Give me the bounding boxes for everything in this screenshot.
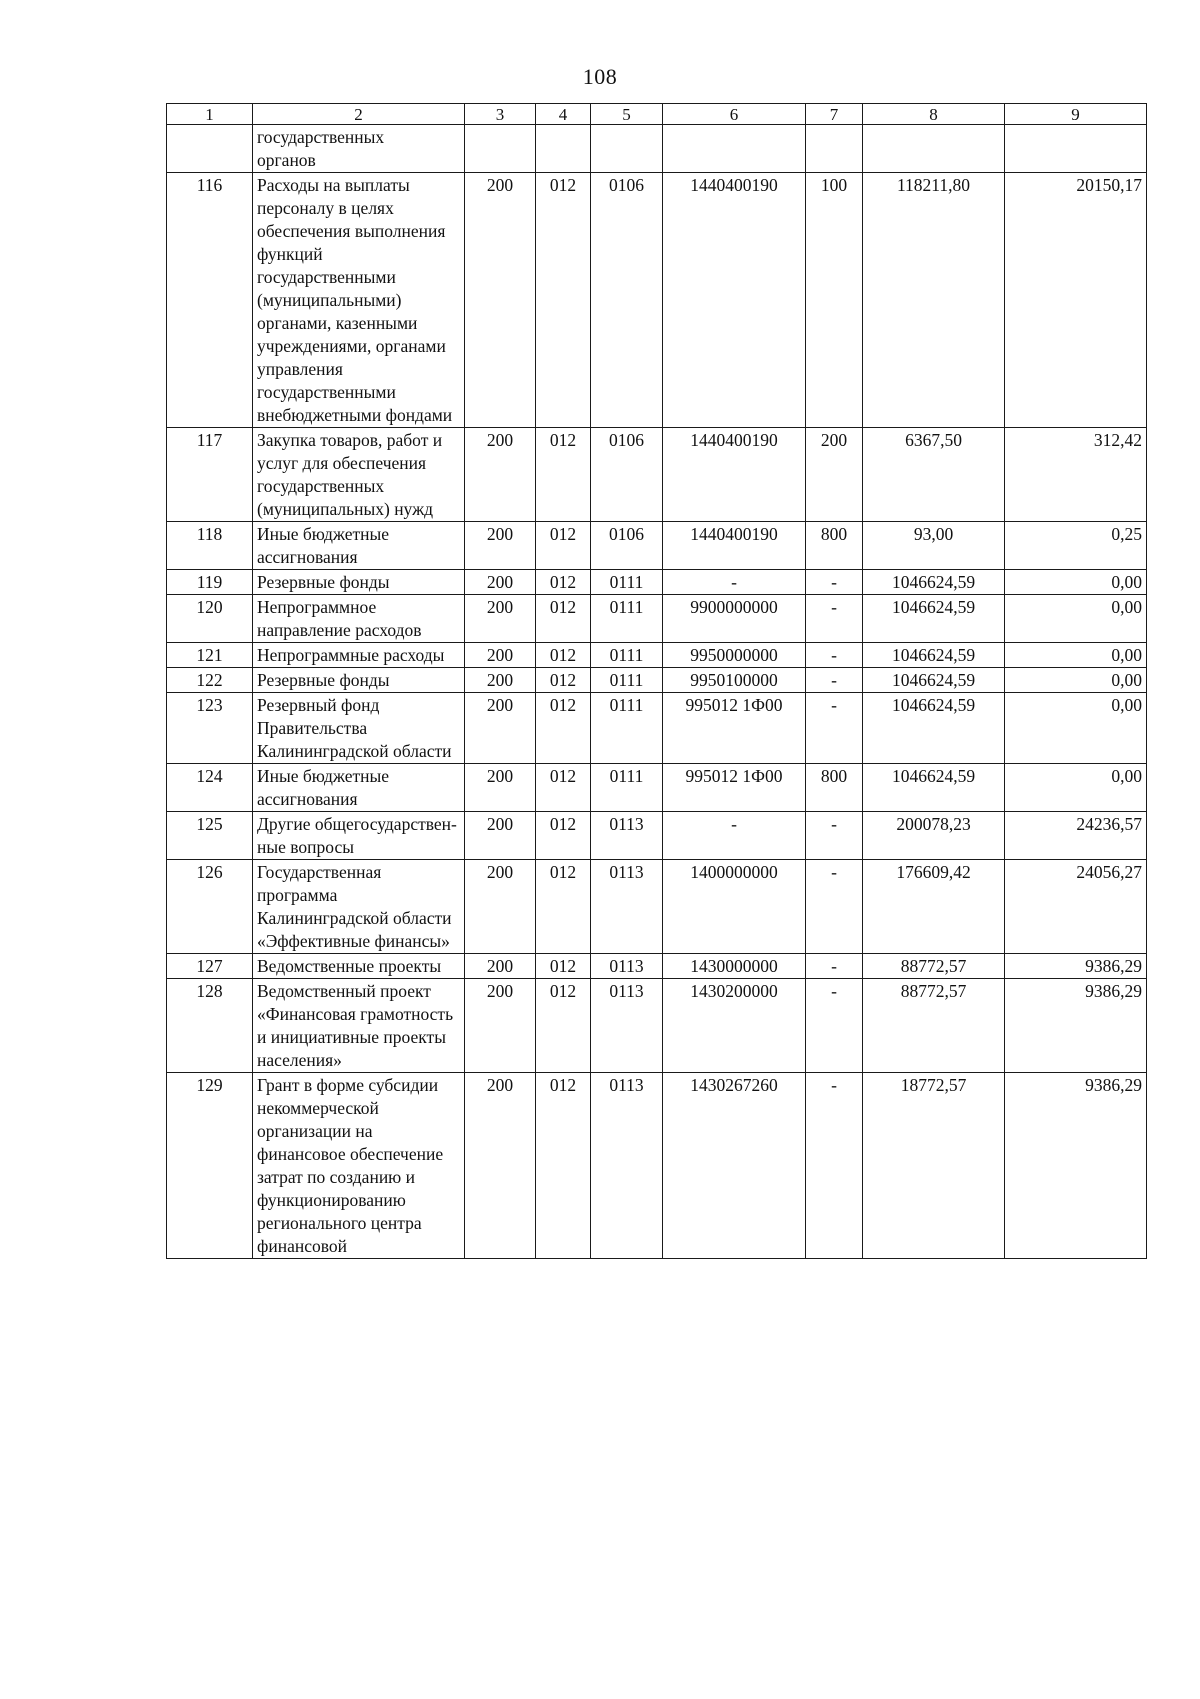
row-number: 117 <box>167 428 253 522</box>
code-col7: 100 <box>806 173 863 428</box>
row-name: Иные бюджетные ассигнования <box>253 764 465 812</box>
amount-col9: 0,25 <box>1005 522 1147 570</box>
page-number: 108 <box>582 64 618 89</box>
row-number: 129 <box>167 1073 253 1259</box>
code-col6: 1440400190 <box>663 522 806 570</box>
amount-col9: 0,00 <box>1005 570 1147 595</box>
code-col4: 012 <box>536 693 591 764</box>
column-header: 4 <box>536 104 591 125</box>
column-header: 6 <box>663 104 806 125</box>
code-col6: 1430200000 <box>663 979 806 1073</box>
code-col6: 9950000000 <box>663 643 806 668</box>
table-row <box>167 954 1147 979</box>
table-row <box>167 668 1147 693</box>
amount-col8: 6367,50 <box>863 428 1005 522</box>
amount-col8: 1046624,59 <box>863 570 1005 595</box>
code-col3: 200 <box>465 522 536 570</box>
amount-col8: 1046624,59 <box>863 668 1005 693</box>
table-body <box>167 125 1147 1259</box>
code-col4 <box>536 125 591 173</box>
row-name: Резервные фонды <box>253 668 465 693</box>
code-col7: 200 <box>806 428 863 522</box>
amount-col9: 0,00 <box>1005 764 1147 812</box>
row-number: 126 <box>167 860 253 954</box>
table-row <box>167 979 1147 1073</box>
code-col4: 012 <box>536 173 591 428</box>
amount-col8: 93,00 <box>863 522 1005 570</box>
code-col4: 012 <box>536 428 591 522</box>
table-row <box>167 693 1147 764</box>
code-col4: 012 <box>536 643 591 668</box>
row-number: 116 <box>167 173 253 428</box>
amount-col8: 200078,23 <box>863 812 1005 860</box>
code-col3: 200 <box>465 173 536 428</box>
code-col7: - <box>806 668 863 693</box>
row-number: 124 <box>167 764 253 812</box>
amount-col8: 18772,57 <box>863 1073 1005 1259</box>
table-row <box>167 428 1147 522</box>
code-col4: 012 <box>536 570 591 595</box>
code-col5: 0113 <box>591 860 663 954</box>
row-name: Резервный фонд Правительства Калининградской области <box>253 693 465 764</box>
table-row <box>167 1073 1147 1259</box>
code-col5: 0111 <box>591 693 663 764</box>
code-col3: 200 <box>465 643 536 668</box>
row-name: Другие общегосударствен-ные вопросы <box>253 812 465 860</box>
header-row <box>167 104 1147 125</box>
amount-col9 <box>1005 125 1147 173</box>
code-col4: 012 <box>536 860 591 954</box>
code-col6: 1440400190 <box>663 173 806 428</box>
amount-col9: 0,00 <box>1005 668 1147 693</box>
code-col7: - <box>806 812 863 860</box>
code-col6: - <box>663 570 806 595</box>
code-col3: 200 <box>465 570 536 595</box>
code-col6: 995012 1Ф00 <box>663 693 806 764</box>
code-col5: 0113 <box>591 812 663 860</box>
code-col3: 200 <box>465 812 536 860</box>
column-header: 9 <box>1005 104 1147 125</box>
code-col5: 0111 <box>591 764 663 812</box>
row-number: 128 <box>167 979 253 1073</box>
table-row <box>167 570 1147 595</box>
column-header: 5 <box>591 104 663 125</box>
amount-col9: 20150,17 <box>1005 173 1147 428</box>
amount-col9: 24056,27 <box>1005 860 1147 954</box>
row-name: Непрограммное направление расходов <box>253 595 465 643</box>
code-col3: 200 <box>465 954 536 979</box>
code-col7: 800 <box>806 764 863 812</box>
row-name: Резервные фонды <box>253 570 465 595</box>
row-number: 127 <box>167 954 253 979</box>
table-row <box>167 125 1147 173</box>
code-col3: 200 <box>465 764 536 812</box>
row-name: Ведомственный проект «Финансовая грамотность и инициативные проекты населения» <box>253 979 465 1073</box>
code-col5: 0111 <box>591 668 663 693</box>
code-col7: - <box>806 570 863 595</box>
row-name: государственных органов <box>253 125 465 173</box>
amount-col8: 118211,80 <box>863 173 1005 428</box>
code-col7: - <box>806 1073 863 1259</box>
code-col7: - <box>806 860 863 954</box>
code-col5: 0111 <box>591 595 663 643</box>
amount-col8: 88772,57 <box>863 954 1005 979</box>
code-col5: 0113 <box>591 1073 663 1259</box>
row-name: Государственная программа Калининградской области «Эффективные финансы» <box>253 860 465 954</box>
code-col7: - <box>806 979 863 1073</box>
code-col5: 0106 <box>591 428 663 522</box>
code-col6: 1400000000 <box>663 860 806 954</box>
code-col7 <box>806 125 863 173</box>
code-col7: - <box>806 693 863 764</box>
code-col5 <box>591 125 663 173</box>
row-name: Ведомственные проекты <box>253 954 465 979</box>
code-col6: 1430000000 <box>663 954 806 979</box>
row-name: Расходы на выплаты персоналу в целях обеспечения выполнения функций государственными (муниципальными) органами, казенными учреждениями, органами управления государственными внебюджетными фондами <box>253 173 465 428</box>
code-col5: 0111 <box>591 643 663 668</box>
code-col6: 9900000000 <box>663 595 806 643</box>
code-col5: 0113 <box>591 979 663 1073</box>
code-col4: 012 <box>536 764 591 812</box>
amount-col9: 0,00 <box>1005 693 1147 764</box>
column-header: 8 <box>863 104 1005 125</box>
table-row <box>167 764 1147 812</box>
row-number: 125 <box>167 812 253 860</box>
code-col5: 0111 <box>591 570 663 595</box>
amount-col8: 176609,42 <box>863 860 1005 954</box>
column-header: 1 <box>167 104 253 125</box>
code-col5: 0113 <box>591 954 663 979</box>
code-col7: - <box>806 595 863 643</box>
code-col5: 0106 <box>591 173 663 428</box>
code-col4: 012 <box>536 979 591 1073</box>
amount-col8: 1046624,59 <box>863 764 1005 812</box>
amount-col8: 88772,57 <box>863 979 1005 1073</box>
row-number: 121 <box>167 643 253 668</box>
code-col4: 012 <box>536 668 591 693</box>
table-row <box>167 812 1147 860</box>
column-header: 7 <box>806 104 863 125</box>
budget-table <box>166 103 1147 1259</box>
row-number: 122 <box>167 668 253 693</box>
amount-col8: 1046624,59 <box>863 643 1005 668</box>
row-name: Закупка товаров, работ и услуг для обеспечения государственных (муниципальных) нужд <box>253 428 465 522</box>
amount-col9: 9386,29 <box>1005 1073 1147 1259</box>
table-row <box>167 595 1147 643</box>
row-name: Иные бюджетные ассигнования <box>253 522 465 570</box>
code-col4: 012 <box>536 812 591 860</box>
table-row <box>167 522 1147 570</box>
amount-col8 <box>863 125 1005 173</box>
code-col3: 200 <box>465 595 536 643</box>
code-col4: 012 <box>536 1073 591 1259</box>
row-name: Грант в форме субсидии некоммерческой организации на финансовое обеспечение затрат по созданию и функционированию регионального центра финансовой <box>253 1073 465 1259</box>
code-col6: 995012 1Ф00 <box>663 764 806 812</box>
code-col6: 9950100000 <box>663 668 806 693</box>
code-col4: 012 <box>536 522 591 570</box>
table-row <box>167 643 1147 668</box>
code-col7: 800 <box>806 522 863 570</box>
code-col3: 200 <box>465 860 536 954</box>
column-header: 3 <box>465 104 536 125</box>
row-number: 123 <box>167 693 253 764</box>
amount-col8: 1046624,59 <box>863 693 1005 764</box>
amount-col9: 0,00 <box>1005 595 1147 643</box>
code-col3 <box>465 125 536 173</box>
code-col3: 200 <box>465 668 536 693</box>
code-col7: - <box>806 954 863 979</box>
code-col4: 012 <box>536 595 591 643</box>
amount-col9: 9386,29 <box>1005 954 1147 979</box>
code-col7: - <box>806 643 863 668</box>
column-header: 2 <box>253 104 465 125</box>
code-col6: - <box>663 812 806 860</box>
code-col6: 1440400190 <box>663 428 806 522</box>
code-col4: 012 <box>536 954 591 979</box>
row-number <box>167 125 253 173</box>
amount-col8: 1046624,59 <box>863 595 1005 643</box>
code-col6: 1430267260 <box>663 1073 806 1259</box>
amount-col9: 312,42 <box>1005 428 1147 522</box>
row-number: 120 <box>167 595 253 643</box>
code-col6 <box>663 125 806 173</box>
code-col3: 200 <box>465 979 536 1073</box>
amount-col9: 0,00 <box>1005 643 1147 668</box>
code-col5: 0106 <box>591 522 663 570</box>
code-col3: 200 <box>465 1073 536 1259</box>
row-number: 118 <box>167 522 253 570</box>
table-row <box>167 173 1147 428</box>
code-col3: 200 <box>465 693 536 764</box>
table-row <box>167 860 1147 954</box>
amount-col9: 24236,57 <box>1005 812 1147 860</box>
row-name: Непрограммные расходы <box>253 643 465 668</box>
row-number: 119 <box>167 570 253 595</box>
amount-col9: 9386,29 <box>1005 979 1147 1073</box>
code-col3: 200 <box>465 428 536 522</box>
